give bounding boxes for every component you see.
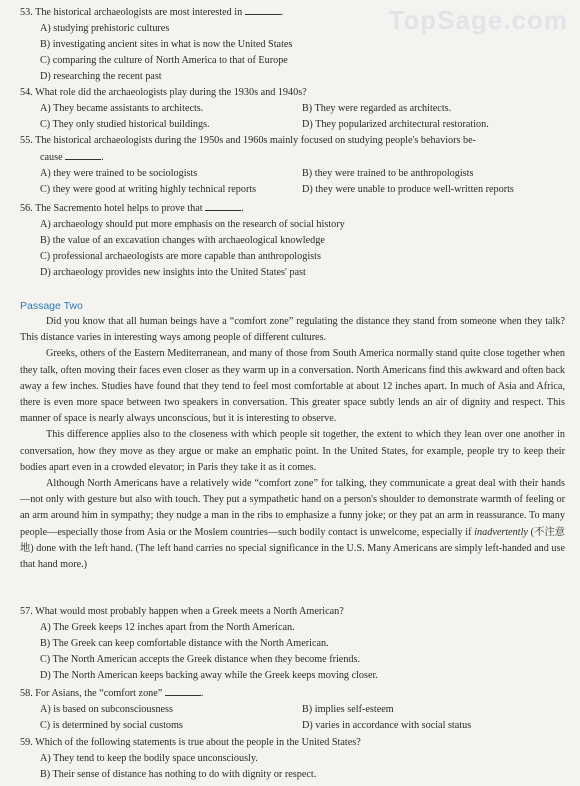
option-a: A) studying prehistoric cultures (40, 23, 170, 34)
option-row (20, 182, 565, 198)
answer-blank (245, 4, 281, 15)
option-c: C) professional archaeologists are more capable than anthropologists (40, 251, 321, 262)
option-b: B) They were regarded as architects. (302, 103, 452, 114)
option-b: B) The Greek can keep comfortable distance with the North American. (40, 638, 329, 649)
option-row (20, 718, 565, 734)
question-stem: 57. What would most probably happen when a Greek meets a North American? (20, 606, 344, 617)
paragraph-1: Did you know that all human beings have a “comfort zone” regulating the distance they stand from someone when they talk? This distance varies in interesting ways among people of different cultures. (20, 316, 565, 344)
chinese-gloss: (不注意地) (20, 526, 565, 554)
answer-blank (205, 200, 241, 211)
option-b: B) investigating ancient sites in what is now the United States (40, 39, 293, 50)
option-a: A) They tend to keep the bodily space unconsciously. (40, 753, 258, 764)
question-59 (20, 735, 565, 783)
option-c: C) They only studied historical buildings. (40, 119, 210, 130)
watermark-logo: TopSage.com (388, 5, 568, 35)
question-56 (20, 200, 565, 281)
option-d: D) they were unable to produce well-written reports (302, 184, 514, 195)
option-a: A) archaeology should put more emphasis on the research of social history (40, 219, 345, 230)
option-b: B) the value of an excavation changes with archaeological knowledge (40, 235, 325, 246)
question-58 (20, 685, 565, 734)
option-d: D) They popularized architectural restoration. (302, 119, 489, 130)
option-a: A) they were trained to be sociologists (40, 168, 198, 179)
option-a: A) is based on subconsciousness (40, 704, 173, 715)
question-54 (20, 85, 565, 133)
question-57 (20, 604, 565, 684)
passage-two (20, 292, 565, 573)
question-55 (20, 133, 565, 198)
paragraph-4: Although North Americans have a relatively wide “comfort zone” for talking, they communicate a great deal with their hands—not only with gesture but also with touch. They put a sympathetic hand on a person's shoulder to demonstrate warmth of feeling or an arm around him in sympathy; they nudge a man in the ribs to emphasize a funny joke; or they pat an arm in reassurance. To many people—especially those from Asia or the Moslem countries—such bodily contact is unwelcome, especially if inadvertently (不注意地) done with the left hand. (The left hand carries no special significance in the U.S. Many Americans are simply left-handed and use that hand more.) (20, 478, 565, 571)
question-stem: 56. The Sacremento hotel helps to prove that . (20, 200, 565, 217)
question-stem-continued: cause . (20, 149, 565, 166)
question-stem: 55. The historical archaeologists during the 1950s and 1960s mainly focused on studying people's behaviors be- (20, 135, 477, 146)
option-d: D) varies in accordance with social status (302, 720, 472, 731)
answer-blank (65, 149, 101, 160)
option-c: C) is determined by social customs (40, 720, 183, 731)
option-d: D) The North American keeps backing away while the Greek keeps moving closer. (40, 670, 378, 681)
option-a: A) They became assistants to architects. (40, 103, 204, 114)
question-stem: 58. For Asians, the “comfort zone” . (20, 685, 565, 702)
paragraph-2: Greeks, others of the Eastern Mediterranean, and many of those from South America normally stand quite close together when they talk, often moving their faces even closer as they warm up in a conversation. North Americans find this awkward and often back away a few inches. Studies have found that they tend to feel most comfortable at about 12 inches apart. In much of Asia and Africa, there is even more space between two speakers in conversation. This greater space subtly lends an air of dignity and respect. This manner of space is nearly always unconscious, but it is interesting to observe. (20, 348, 565, 425)
option-b: B) they were trained to be anthropologists (302, 168, 474, 179)
paragraph-3: This difference applies also to the closeness with which people sit together, the extent to which they lean over one another in conversation, how they move as they argue or make an emphatic point. In the United States, for example, people try to keep their bodies apart even in a crowded elevator; in Paris they take it as it comes. (20, 429, 565, 473)
question-stem: 54. What role did the archaeologists play during the 1930s and 1940s? (20, 87, 307, 98)
option-b: B) Their sense of distance has nothing to do with dignity or respect. (40, 769, 317, 780)
option-row (20, 166, 565, 182)
question-stem: 53. The historical archaeologists are most interested in . (20, 4, 565, 21)
option-row (20, 702, 565, 718)
option-b: B) implies self-esteem (302, 704, 394, 715)
option-c: C) comparing the culture of North America to that of Europe (40, 55, 288, 66)
question-stem: 59. Which of the following statements is true about the people in the United States? (20, 737, 361, 748)
option-a: A) The Greek keeps 12 inches apart from the North American. (40, 622, 295, 633)
option-row (20, 101, 565, 117)
question-53 (20, 4, 565, 85)
option-row (20, 117, 565, 133)
italic-word: inadvertently (474, 526, 528, 538)
option-c: C) The North American accepts the Greek distance when they become friends. (40, 654, 361, 665)
passage-title: Passage Two (20, 300, 83, 312)
option-c: C) they were good at writing highly technical reports (40, 184, 257, 195)
option-d: D) researching the recent past (40, 71, 162, 82)
option-d: D) archaeology provides new insights into the United States' past (40, 267, 306, 278)
answer-blank (165, 685, 201, 696)
